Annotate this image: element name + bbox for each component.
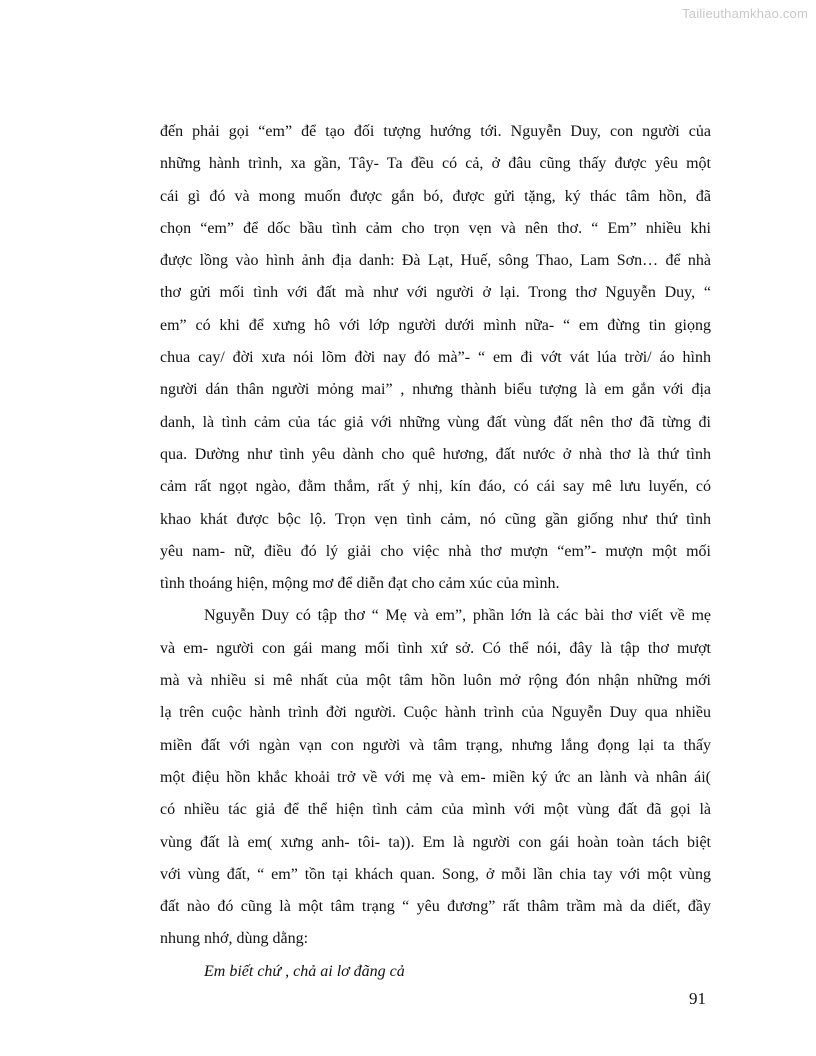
text-line: em” có khi để xưng hô với lớp người dưới mình nữa- “ em đừng tin giọng [160,316,711,334]
text-line: vùng đất là em( xưng anh- tôi- ta)). Em là người con gái hoàn toàn tách biệt [160,833,711,851]
text-line: lạ trên cuộc hành trình đời người. Cuộc hành trình của Nguyễn Duy qua nhiều [160,704,711,722]
paragraph-2 [160,600,711,955]
text-line: đất nào đó cũng là một tâm trạng “ yêu đương” rất thâm trầm mà da diết, đầy [160,898,711,916]
text-line: nhung nhớ, dùng dằng: [160,930,309,948]
document-body [160,116,711,988]
text-line: cái gì đó và mong muốn được gắn bó, được gửi tặng, ký thác tâm hồn, đã [160,187,711,205]
text-line: miền đất với ngàn vạn con người và tâm trạng, nhưng lắng đọng lại ta thấy [160,736,711,754]
poem-line: Em biết chứ , chả ai lơ đãng cả [204,962,405,980]
text-line: khao khát được bộc lộ. Trọn vẹn tình cảm, nó cũng gần giống như thứ tình [160,510,711,528]
text-line: chọn “em” để dốc bầu tình cảm cho trọn vẹn và nên thơ. “ Em” nhiều khi [160,219,711,237]
text-line: một điệu hồn khắc khoải trở về với mẹ và em- miền ký ức an lành và nhân ái( [160,768,711,786]
text-line: và em- người con gái mang mối tình xứ sở. Có thể nói, đây là tập thơ mượt [160,639,711,657]
text-line: thơ gửi mối tình với đất mà như với người ở lại. Trong thơ Nguyễn Duy, “ [160,284,711,302]
text-line: cảm rất ngọt ngào, đằm thắm, rất ý nhị, kín đáo, có cái say mê lưu luyến, có [160,478,711,496]
text-line: mà và nhiều si mê nhất của một tâm hồn luôn mở rộng đón nhận những mới [160,672,711,690]
text-line: chua cay/ đời xưa nói lõm đời nay đó mà”- “ em đi vớt vát lúa trời/ áo hình [160,349,711,367]
text-line: Nguyễn Duy có tập thơ “ Mẹ và em”, phần lớn là các bài thơ viết về mẹ [204,607,711,625]
text-line: tình thoáng hiện, mộng mơ để diễn đạt cho cảm xúc của mình. [160,575,560,593]
text-line: qua. Dường như tình yêu dành cho quê hương, đất nước ở nhà thơ là thứ tình [160,445,711,463]
text-line: những hành trình, xa gần, Tây- Ta đều có cả, ở đâu cũng thấy được yêu một [160,155,711,173]
text-line: đến phải gọi “em” để tạo đối tượng hướng tới. Nguyễn Duy, con người của [160,123,711,140]
watermark: Tailieuthamkhao.com [682,6,808,21]
text-line: với vùng đất, “ em” tồn tại khách quan. Song, ở mỗi lần chia tay với một vùng [160,865,711,883]
text-line: người dán thân người mỏng mai” , nhưng thành biểu tượng là em gắn với địa [160,381,711,399]
text-line: có nhiều tác giả để thể hiện tình cảm của mình với một vùng đất đã gọi là [160,801,711,819]
text-line: yêu nam- nữ, điều đó lý giải cho việc nhà thơ mượn “em”- mượn một mối [160,542,711,560]
paragraph-1 [160,116,711,600]
page-number: 91 [689,989,706,1008]
text-line: danh, là tình cảm của tác giả với những vùng đất vùng đất nên thơ đã từng đi [160,413,711,431]
text-line: được lồng vào hình ảnh địa danh: Đà Lạt, Huế, sông Thao, Lam Sơn… để nhà [160,252,711,270]
